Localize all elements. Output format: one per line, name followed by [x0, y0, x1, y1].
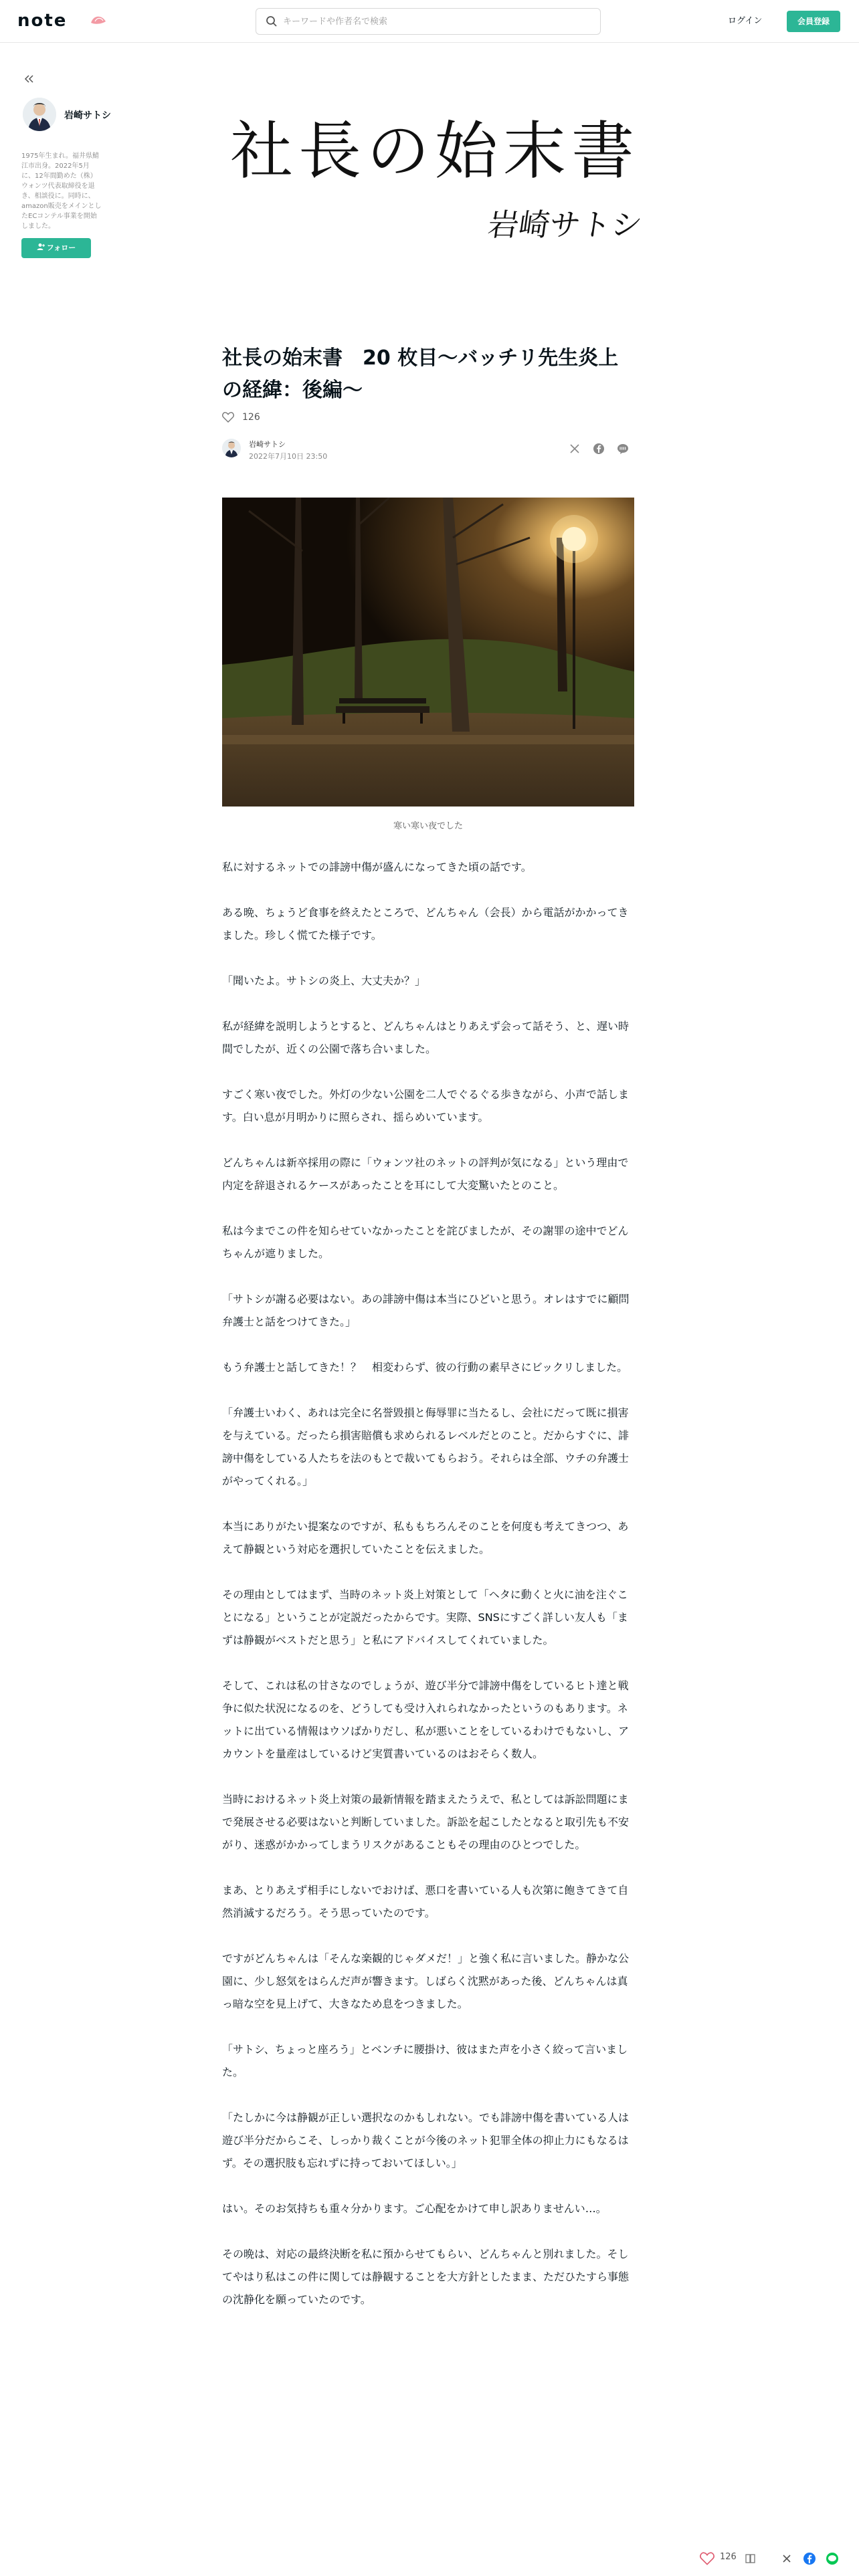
article-paragraph: もう弁護士と話してきた！？ 相変わらず、彼の行動の素早さにビックリしました。 [222, 1361, 628, 1374]
like-count: 126 [242, 412, 260, 423]
article-paragraph: 私が経緯を説明しようとすると、どんちゃんはとりあえず会って話そう、と、遅い時間でしたが、近くの公園で落ち合いました。 [222, 1020, 630, 1055]
publish-date: 2022年7月10日 23:50 [249, 452, 328, 461]
follow-button[interactable] [21, 238, 91, 258]
article-paragraph: 「聞いたよ。サトシの炎上、大丈夫か？」 [222, 974, 426, 987]
magazine-add-icon[interactable] [744, 2552, 757, 2565]
article-paragraph: ある晩、ちょうど食事を終えたところで、どんちゃん（会長）から電話がかかってきました。珍しく慌てた様子です。 [222, 906, 629, 942]
article-paragraph: その晩は、対応の最終決断を私に預からせてもらい、どんちゃんと別れました。そしてやはり私はこの件に関しては静観することを大方針としたまま、ただひたすら事態の沈静化を願っていたのです。 [222, 2248, 630, 2306]
site-header [0, 0, 859, 43]
article-paragraph: 私に対するネットでの誹謗中傷が盛んになってきた頃の話です。 [222, 861, 532, 873]
cover-title: 社長の始末書 [229, 115, 640, 188]
line-share-icon[interactable] [617, 443, 629, 455]
follow-label: フォロー [46, 243, 76, 252]
heart-icon[interactable] [222, 412, 234, 423]
article-paragraph: ですがどんちゃんは「そんな楽観的じゃダメだ！」と強く私に言いました。静かな公園に、少し怒気をはらんだ声が響きます。しばらく沈黙があった後、どんちゃんは真っ暗な空を見上げて、大きなため息をつきました。 [222, 1952, 630, 2010]
article-body [222, 856, 637, 2334]
facebook-share-icon[interactable] [803, 2552, 816, 2565]
facebook-share-icon[interactable] [593, 443, 605, 455]
signup-button[interactable]: 会員登録 [787, 11, 840, 32]
x-share-icon[interactable] [569, 443, 581, 455]
back-chevrons-icon[interactable] [23, 72, 36, 86]
article-paragraph: 「サトシが謝る必要はない。あの誹謗中傷は本当にひどいと思う。オレはすでに顧問弁護士と話をつけてきた。」 [222, 1293, 630, 1328]
article-paragraph: どんちゃんは新卒採用の際に「ウォンツ社のネットの評判が気になる」という理由で内定を辞退されるケースがあったことを耳にして大変驚いたとのこと。 [222, 1156, 629, 1192]
article-paragraph: すごく寒い夜でした。外灯の少ない公園を二人でぐるぐる歩きながら、小声で話します。白い息が月明かりに照らされ、揺らめいています。 [222, 1088, 630, 1123]
article-paragraph: 「サトシ、ちょっと座ろう」とベンチに腰掛け、彼はまた声を小さく絞って言いました。 [222, 2043, 628, 2078]
search-icon [266, 15, 278, 27]
author-name-small[interactable]: 岩崎サトシ [249, 440, 286, 449]
article-paragraph: そして、これは私の甘さなのでしょうが、遊び半分で誹謗中傷をしているヒト達と戦争に似た状況になるのを、どうしても受け入れられなかったというのもあります。ネットに出ている情報はウソばかりだし、私が悪いことをしているわけでもないし、アカウントを量産はしているけど実質書いているのはおそらく数人。 [222, 1679, 630, 1760]
article-title: 社長の始末書 20 枚目〜バッチリ先生炎上の経緯：後編〜 [222, 346, 619, 402]
logo-flower-icon [90, 13, 107, 25]
cover-signature: 岩崎サトシ [485, 207, 645, 243]
article-paragraph: はい。そのお気持ちも重々分かります。ご心配をかけて申し訳ありませんい…。 [222, 2202, 607, 2215]
article-image-night-park[interactable] [222, 498, 634, 807]
floating-like-count: 126 [720, 2552, 737, 2562]
author-avatar-small[interactable] [222, 439, 241, 457]
author-bio: 1975年生まれ。福井県鯖江市出身。2022年5月に、12年間勤めた（株）ウォンツ代表取締役を退き、相談役に。同時に、amazon販売をメインとしたECコンテル事業を開始しました。 [21, 152, 102, 230]
article-paragraph: 当時におけるネット炎上対策の最新情報を踏まえたうえで、私としては訴訟問題にまで発展させる必要はないと判断していました。訴訟を起こしたとなると取引先も不安がり、迷惑がかかってしまうリスクがあることもその理由のひとつでした。 [222, 1793, 630, 1851]
add-user-icon [37, 243, 45, 251]
article-paragraph: まあ、とりあえず相手にしないでおけば、悪口を書いている人も次第に飽きてきて自然消滅するだろう。そう思っていたのです。 [222, 1884, 629, 1919]
x-share-icon[interactable] [780, 2552, 793, 2565]
author-name[interactable]: 岩崎サトシ [64, 110, 111, 121]
author-avatar[interactable] [23, 98, 56, 131]
article-paragraph: 「たしかに今は静観が正しい選択なのかもしれない。でも誹謗中傷を書いている人は遊び半分だからこそ、しっかり裁くことが今後のネット犯罪全体の抑止力にもなるはず。その選択肢も忘れずに持っておいてほしい。」 [222, 2111, 630, 2169]
search-box[interactable] [256, 8, 601, 35]
article-paragraph: 本当にありがたい提案なのですが、私ももちろんそのことを何度も考えてきつつ、あえて静観という対応を選択していたことを伝えました。 [222, 1520, 629, 1555]
line-share-icon[interactable] [826, 2552, 839, 2565]
article-paragraph: 私は今までこの件を知らせていなかったことを詫びましたが、その謝罪の途中でどんちゃんが遮りました。 [222, 1224, 629, 1260]
article-paragraph: 「弁護士いわく、あれは完全に名誉毀損と侮辱罪に当たるし、会社にだって既に損害を与えている。だったら損害賠償も求められるレベルだとのこと。だからすぐに、誹謗中傷をしている人たちを法のもとで裁いてもらおう。それらは全部、ウチの弁護士がやってくれる。」 [222, 1406, 630, 1487]
note-logo[interactable]: note [17, 11, 68, 31]
login-link[interactable]: ログイン [728, 16, 763, 26]
like-counter[interactable] [222, 412, 260, 425]
heart-icon[interactable] [700, 2552, 714, 2565]
image-caption: 寒い寒い夜でした [393, 821, 463, 831]
search-input[interactable] [283, 9, 591, 34]
floating-action-bar [696, 2548, 859, 2569]
article-paragraph: その理由としてはまず、当時のネット炎上対策として「ヘタに動くと火に油を注ぐことになる」ということが定説だったからです。実際、SNSにすごく詳しい友人も「まずは静観がベストだと思う」と私にアドバイスしてくれていました。 [222, 1588, 628, 1646]
